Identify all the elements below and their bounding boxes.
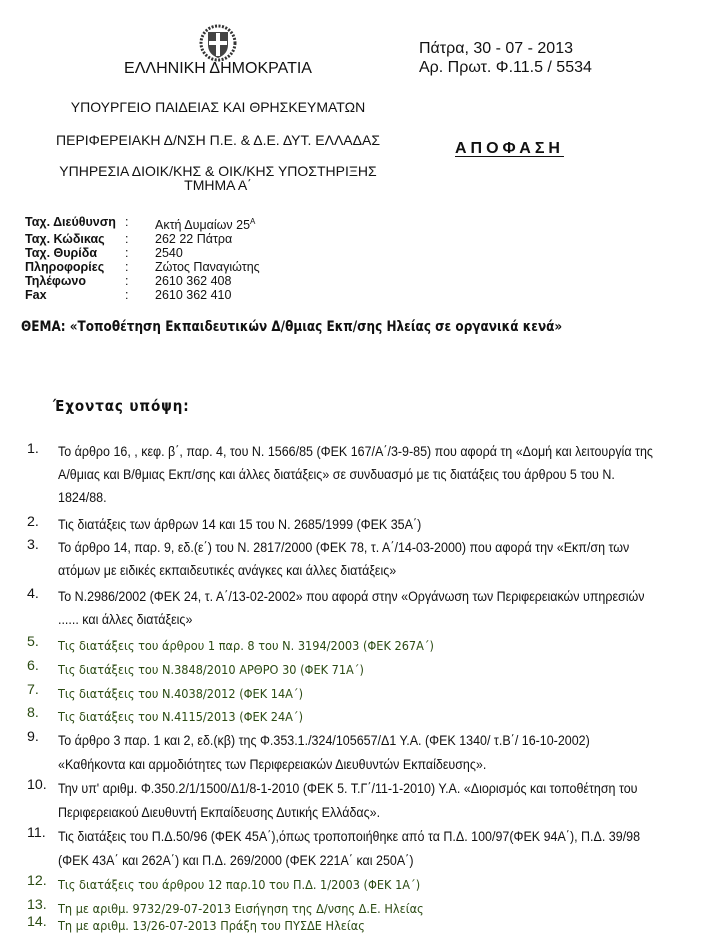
- contact-block: [25, 215, 260, 302]
- item-number: 12.: [27, 873, 47, 889]
- item-number: 13.: [27, 897, 47, 913]
- item-text: [58, 537, 630, 583]
- item-text-line: Τις διατάξεις του Ν.4115/2013 (ΦΕΚ 24Α΄): [58, 709, 304, 724]
- greek-coat-of-arms-icon: [197, 23, 239, 65]
- contact-separator: :: [125, 232, 129, 247]
- contact-separator: :: [125, 260, 129, 275]
- item-number: 1.: [27, 441, 39, 457]
- item-text: [58, 914, 639, 937]
- contact-value-text: 2610 362 410: [155, 288, 232, 303]
- item-text-line: Τις διατάξεις του Ν.4038/2012 (ΦΕΚ 14Α΄): [58, 686, 304, 701]
- item-text-line: ατόμων με ειδικές εκπαιδευτικές ανάγκες και άλλες διατάξεις»: [58, 563, 397, 579]
- contact-row: [25, 232, 260, 246]
- service-name: ΥΠΗΡΕΣΙΑ ΔΙΟΙΚ/ΚΗΣ & ΟΙΚ/ΚΗΣ ΥΠΟΣΤΗΡΙΞΗΣ: [59, 163, 377, 179]
- superscript: Α: [250, 217, 256, 226]
- item-text: [58, 634, 639, 657]
- item-number: 2.: [27, 514, 39, 530]
- item-text: [58, 705, 639, 728]
- item-text-line: Το Ν.2986/2002 (ΦΕΚ 24, τ. Α΄/13-02-2002» που αφορά στην «Οργάνωση των Περιφερειακών υπηρεσιών: [58, 589, 645, 605]
- contact-value-text: Ακτή Δυμαίων 25: [155, 218, 251, 233]
- contact-label: Ταχ. Θυρίδα: [25, 246, 98, 261]
- item-text-line: Τη με αριθμ. 9732/29-07-2013 Εισήγηση της Δ/νσης Δ.Ε. Ηλείας: [58, 901, 424, 916]
- considering-heading: Έχοντας υπόψη:: [53, 397, 190, 415]
- item-text: [58, 682, 639, 705]
- item-number: 5.: [27, 634, 39, 650]
- item-number: 4.: [27, 586, 39, 602]
- item-text-line: Τις διατάξεις του άρθρου 1 παρ. 8 του Ν. 3194/2003 (ΦΕΚ 267Α΄): [58, 638, 434, 653]
- item-number: 7.: [27, 682, 39, 698]
- protocol-number: Αρ. Πρωτ. Φ.11.5 / 5534: [419, 59, 592, 76]
- contact-label: Τηλέφωνο: [25, 274, 87, 289]
- contact-value-text: 262 22 Πάτρα: [155, 232, 233, 247]
- item-text-line: Τις διατάξεις του Π.Δ.50/96 (ΦΕΚ 45Α΄),όπως τροποποιήθηκε από τα Π.Δ. 100/97(ΦΕΚ 94Α΄), Π.Δ. 39/98: [58, 829, 641, 845]
- subject-line: ΘΕΜΑ: «Τοποθέτηση Εκπαιδευτικών Δ/θμιας Εκπ/σης Ηλείας σε οργανικά κενά»: [21, 319, 563, 335]
- item-number: 10.: [27, 777, 47, 793]
- item-text: [58, 729, 626, 777]
- contact-value: [155, 232, 232, 246]
- item-text-line: 1824/88.: [58, 490, 107, 506]
- item-text: [58, 825, 641, 873]
- contact-separator: :: [125, 274, 129, 289]
- place-date: Πάτρα, 30 - 07 - 2013: [419, 40, 573, 57]
- contact-separator: :: [125, 215, 129, 229]
- item-text: [58, 514, 626, 537]
- republic-title: ΕΛΛΗΝΙΚΗ ΔΗΜΟΚΡΑΤΙΑ: [124, 60, 312, 77]
- department-name: ΤΜΗΜΑ Α΄: [184, 177, 252, 193]
- item-text-line: Περιφερειακού Διευθυντή Εκπαίδευσης Δυτικής Ελλάδας».: [58, 805, 381, 821]
- contact-separator: :: [125, 246, 129, 261]
- contact-value-text: Ζώτος Παναγιώτης: [155, 260, 260, 275]
- item-text-line: Την υπ' αριθμ. Φ.350.2/1/1500/Δ1/8-1-2010 (ΦΕΚ 5. Τ.Γ΄/11-1-2010) Υ.Α. «Διορισμός και τοποθέτηση του: [58, 781, 638, 797]
- item-text-line: Το άρθρο 3 παρ. 1 και 2, εδ.(κβ) της Φ.353.1./324/105657/Δ1 Υ.Α. (ΦΕΚ 1340/ τ.Β΄/ 16-10-2002): [58, 733, 590, 749]
- item-text-line: Α/θμιας και Β/θμιας Εκπ/σης και άλλες διατάξεις» σε συνδυασμό με τις διατάξεις του άρθρου 5 του Ν.: [58, 467, 615, 483]
- item-text-line: Τη με αριθμ. 13/26-07-2013 Πράξη του ΠΥΣΔΕ Ηλείας: [58, 918, 365, 933]
- item-text-line: Τις διατάξεις του Ν.3848/2010 ΑΡΘΡΟ 30 (ΦΕΚ 71Α΄): [58, 662, 364, 677]
- contact-label: Ταχ. Κώδικας: [25, 232, 105, 247]
- contact-value: [155, 288, 231, 302]
- item-text-line: ...... και άλλες διατάξεις»: [58, 612, 193, 628]
- item-text: [58, 873, 639, 896]
- contact-row: [25, 288, 260, 302]
- contact-label: Ταχ. Διεύθυνση: [25, 215, 116, 229]
- item-text: [58, 777, 638, 825]
- contact-value-text: 2540: [155, 246, 183, 261]
- item-text-line: Το άρθρο 16, , κεφ. β΄, παρ. 4, του Ν. 1566/85 (ΦΕΚ 167/Α΄/3-9-85) που αφορά τη «Δομή και λειτουργία της: [58, 444, 653, 460]
- contact-row: [25, 246, 260, 260]
- item-number: 14.: [27, 914, 47, 930]
- contact-label: Πληροφορίες: [25, 260, 105, 275]
- contact-value: [155, 246, 183, 260]
- item-text-line: Το άρθρο 14, παρ. 9, εδ.(ε΄) του Ν. 2817/2000 (ΦΕΚ 78, τ. Α΄/14-03-2000) που αφορά την «Εκπ/ση των: [58, 540, 630, 556]
- contact-row: [25, 215, 260, 232]
- contact-label: Fax: [25, 288, 47, 303]
- directorate-name: ΠΕΡΙΦΕΡΕΙΑΚΗ Δ/ΝΣΗ Π.Ε. & Δ.Ε. ΔΥΤ. ΕΛΛΑΔΑΣ: [56, 132, 380, 148]
- item-text: [58, 441, 653, 510]
- item-number: 6.: [27, 658, 39, 674]
- contact-value: [155, 260, 260, 274]
- item-number: 9.: [27, 729, 39, 745]
- item-number: 8.: [27, 705, 39, 721]
- item-text-line: «Καθήκοντα και αρμοδιότητες των Περιφερειακών Διευθυντών Εκπαίδευσης».: [58, 757, 487, 773]
- contact-row: [25, 274, 260, 288]
- contact-value: [155, 215, 255, 232]
- item-text: [58, 658, 639, 681]
- item-text-line: (ΦΕΚ 43Α΄ και 262Α΄) και Π.Δ. 269/2000 (ΦΕΚ 221Α΄ και 250Α΄): [58, 853, 414, 869]
- item-number: 11.: [27, 825, 46, 841]
- ministry-name: ΥΠΟΥΡΓΕΙΟ ΠΑΙΔΕΙΑΣ ΚΑΙ ΘΡΗΣΚΕΥΜΑΤΩΝ: [70, 99, 366, 115]
- item-text: [58, 586, 645, 632]
- item-text-line: Τις διατάξεις του άρθρου 12 παρ.10 του Π.Δ. 1/2003 (ΦΕΚ 1Α΄): [58, 877, 421, 892]
- contact-row: [25, 260, 260, 274]
- decision-title: ΑΠΟΦΑΣΗ: [455, 140, 564, 157]
- contact-value-text: 2610 362 408: [155, 274, 232, 289]
- item-text-line: Τις διατάξεις των άρθρων 14 και 15 του Ν. 2685/1999 (ΦΕΚ 35Α΄): [58, 517, 422, 533]
- contact-separator: :: [125, 288, 129, 303]
- item-number: 3.: [27, 537, 39, 553]
- contact-value: [155, 274, 231, 288]
